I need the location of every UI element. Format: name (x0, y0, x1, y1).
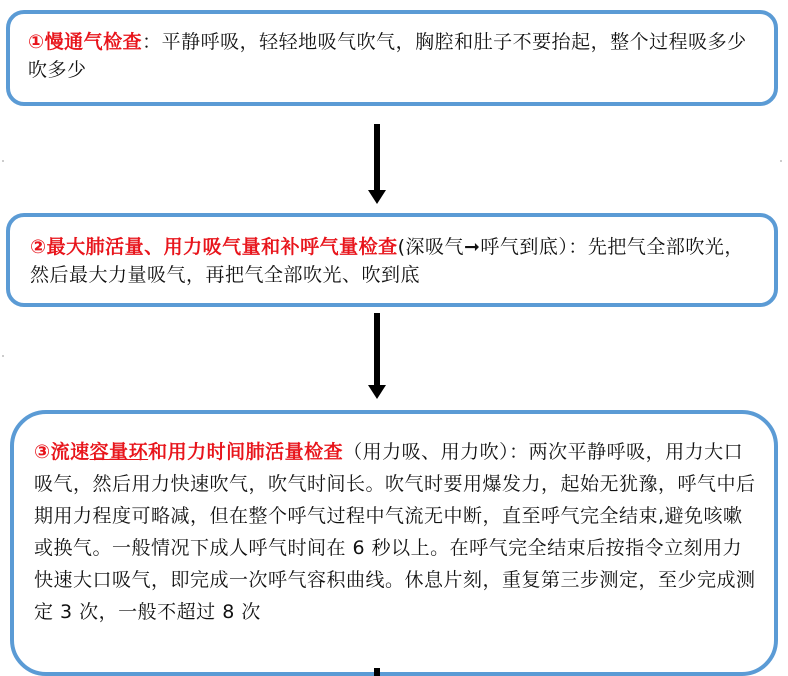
step-3-title-suffix: 和用力时间肺活量检查 (148, 441, 344, 463)
down-arrow-icon (368, 313, 386, 401)
step-3-box (10, 410, 778, 676)
scan-speck (2, 355, 4, 357)
scan-speck (2, 160, 4, 162)
step-2-description: (深吸气➞呼气到底）：先把气全部吹光，然后最大力量吸气，再把气全部吹光、吹到底 (30, 236, 744, 286)
step-3-title-underlined: 容量环 (89, 441, 149, 463)
step-3-description: （用力吸、用力吹）：两次平静呼吸，用力大口吸气，然后用力快速吹气，吹气时间长。吹气时要用爆发力，起始无犹豫，呼气中后期用力程度可略减，但在整个呼气过程中气流无中断，直至呼气完全结束,避免咳嗽或换气。一般情况下成人呼气时间在 6 秒以上。在呼气完全结束后按指令立刻用力快速大口吸气，即完成一次呼气容积曲线。休息片刻，重复第三步测定，至少完成测定 3 次，一般不超过 8 次 (34, 441, 756, 623)
step-2-title: ②最大肺活量、用力吸气量和补呼气量检查 (30, 236, 398, 258)
down-arrow-icon (368, 668, 386, 676)
step-1-box (6, 10, 778, 106)
step-1-description: ：平静呼吸，轻轻地吸气吹气，胸腔和肚子不要抬起，整个过程吸多少吹多少 (28, 31, 747, 81)
step-2-box (6, 213, 778, 307)
scan-speck (780, 160, 782, 162)
step-1-title: ①慢通气检查 (28, 31, 143, 53)
step-3-title (34, 441, 343, 463)
down-arrow-icon (368, 124, 386, 206)
step-3-title-prefix: ③流速 (34, 441, 90, 463)
